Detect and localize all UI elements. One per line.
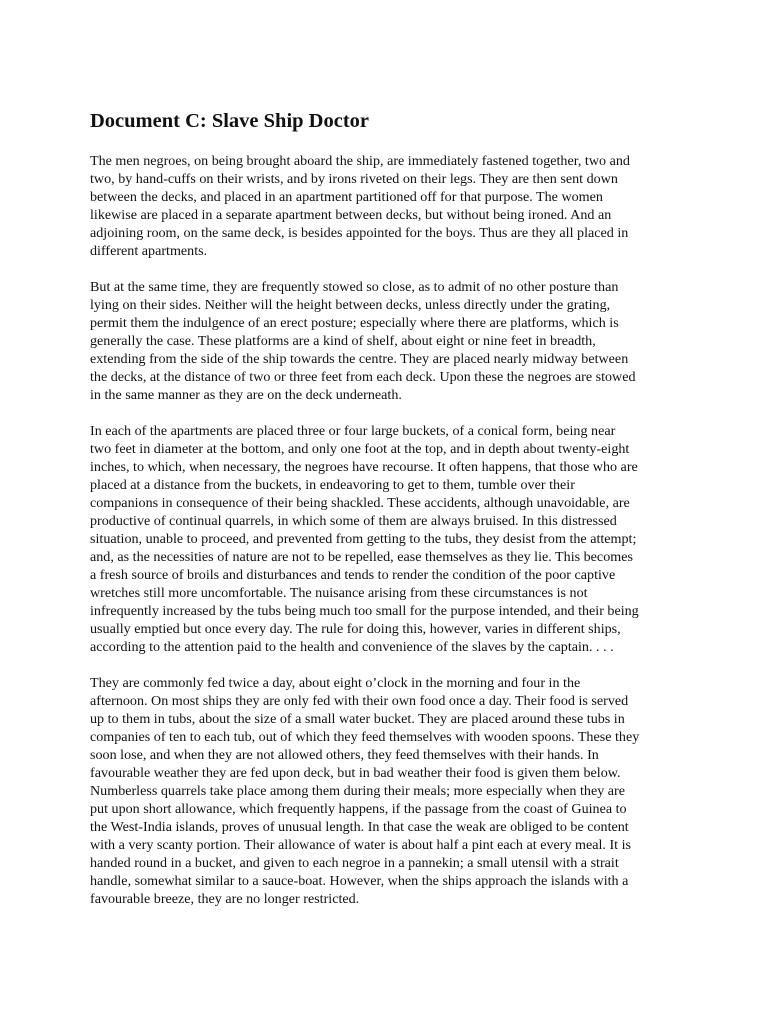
text-line: wretches still more uncomfortable. The nuisance arising from these circumstances is not (90, 585, 588, 601)
text-line: between the decks, and placed in an apartment partitioned off for that purpose. The women (90, 189, 603, 205)
text-line: situation, unable to proceed, and prevented from getting to the tubs, they desist from the attempt; (90, 531, 637, 547)
text-line: inches, to which, when necessary, the negroes have recourse. It often happens, that those who are (90, 459, 638, 475)
text-line: The men negroes, on being brought aboard the ship, are immediately fastened together, two and (90, 153, 630, 169)
text-line: with a very scanty portion. Their allowance of water is about half a pint each at every meal. It is (90, 837, 631, 853)
text-line: productive of continual quarrels, in which some of them are always bruised. In this distressed (90, 513, 617, 529)
text-line: generally the case. These platforms are a kind of shelf, about eight or nine feet in breadth, (90, 333, 596, 349)
text-line: usually emptied but once every day. The rule for doing this, however, varies in different ships, (90, 621, 621, 637)
text-line: handle, somewhat similar to a sauce-boat. However, when the ships approach the islands with a (90, 873, 629, 889)
text-line: In each of the apartments are placed three or four large buckets, of a conical form, being near (90, 423, 616, 439)
text-line: infrequently increased by the tubs being much too small for the purpose intended, and their being (90, 603, 639, 619)
text-line: favourable breeze, they are no longer restricted. (90, 891, 360, 907)
text-line: a fresh source of broils and disturbances and tends to render the condition of the poor captive (90, 567, 616, 583)
text-line: But at the same time, they are frequently stowed so close, as to admit of no other posture than (90, 279, 619, 295)
text-line: companies of ten to each tub, out of which they feed themselves with wooden spoons. These they (90, 729, 640, 745)
text-line: soon lose, and when they are not allowed others, they feed themselves with their hands. In (90, 747, 599, 763)
paragraph-4 (90, 674, 690, 908)
text-line: handed round in a bucket, and given to each negroe in a pannekin; a small utensil with a strait (90, 855, 619, 871)
paragraph-3 (90, 422, 690, 656)
text-line: placed at a distance from the buckets, in endeavoring to get to them, tumble over their (90, 477, 575, 493)
text-line: Numberless quarrels take place among them during their meals; more especially when they are (90, 783, 625, 799)
text-line: the decks, at the distance of two or three feet from each deck. Upon these the negroes are stowed (90, 369, 636, 385)
text-line: in the same manner as they are on the deck underneath. (90, 387, 402, 403)
text-line: and, as the necessities of nature are not to be repelled, ease themselves as they lie. This becomes (90, 549, 633, 565)
paragraph-1 (90, 152, 690, 260)
text-line: They are commonly fed twice a day, about eight o’clock in the morning and four in the (90, 675, 581, 691)
text-line: two feet in diameter at the bottom, and only one foot at the top, and in depth about twenty-eight (90, 441, 630, 457)
text-line: extending from the side of the ship towards the centre. They are placed nearly midway between (90, 351, 629, 367)
document-page (90, 108, 690, 926)
text-line: according to the attention paid to the health and convenience of the slaves by the captain. . . . (90, 639, 614, 655)
text-line: different apartments. (90, 243, 208, 259)
text-line: up to them in tubs, about the size of a small water bucket. They are placed around these tubs in (90, 711, 625, 727)
text-line: likewise are placed in a separate apartment between decks, but without being ironed. And an (90, 207, 612, 223)
text-line: permit them the indulgence of an erect posture; especially where there are platforms, which is (90, 315, 619, 331)
paragraph-2 (90, 278, 690, 404)
text-line: favourable weather they are fed upon deck, but in bad weather their food is given them below. (90, 765, 621, 781)
text-line: the West-India islands, proves of unusual length. In that case the weak are obliged to be content (90, 819, 629, 835)
text-line: adjoining room, on the same deck, is besides appointed for the boys. Thus are they all placed in (90, 225, 629, 241)
text-line: lying on their sides. Neither will the height between decks, unless directly under the grating, (90, 297, 611, 313)
text-line: put upon short allowance, which frequently happens, if the passage from the coast of Guinea to (90, 801, 627, 817)
document-title: Document C: Slave Ship Doctor (90, 110, 370, 132)
text-line: companions in consequence of their being shackled. These accidents, although unavoidable, are (90, 495, 630, 511)
text-line: afternoon. On most ships they are only fed with their own food once a day. Their food is served (90, 693, 629, 709)
text-line: two, by hand-cuffs on their wrists, and by irons riveted on their legs. They are then sent down (90, 171, 618, 187)
